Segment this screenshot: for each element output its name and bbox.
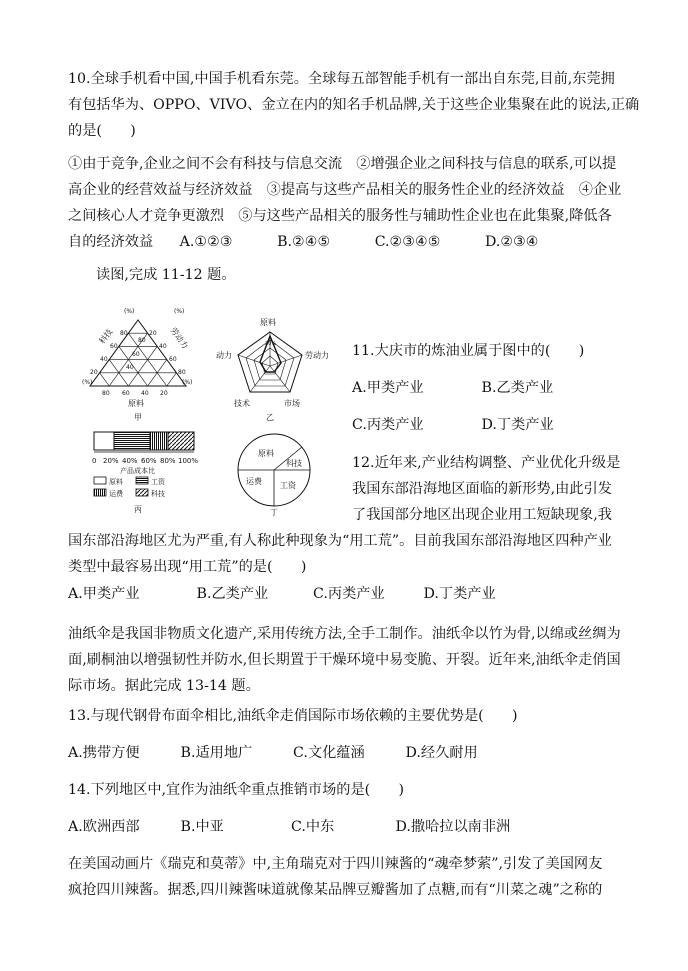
yi-left: 动力 (216, 351, 232, 360)
q10-option-c: C.②③④⑤ (374, 234, 441, 250)
yi-bottom-right: 市场 (284, 399, 300, 408)
q12-option-a: A.甲类产业 (68, 586, 140, 602)
passage-line-3: 际市场。据此完成 13-14 题。 (68, 678, 260, 694)
q12-continued (68, 528, 628, 580)
q11-option-b: B.乙类产业 (481, 380, 554, 396)
bing-tick: 60% (141, 457, 157, 465)
jia-pct-right: (%) (174, 308, 185, 315)
jia-inner-tick: 40 (126, 364, 134, 371)
jia-bottom-tick: 60 (122, 390, 130, 397)
q13-option-c: C.文化蕴涵 (293, 745, 365, 761)
jia-bottom-tick: 20 (160, 390, 168, 397)
q14-option-b: B.中亚 (180, 819, 224, 835)
ding-label: 丁 (270, 508, 278, 517)
jia-right-tick: 60 (169, 356, 177, 363)
q13-stem: 13.与现代钢骨布面伞相比,油纸伞走俏国际市场依赖的主要优势是( ) (68, 708, 518, 724)
question-12 (352, 450, 632, 528)
passage-13-14 (68, 621, 628, 699)
q14-stem: 14.下列地区中,宜作为油纸伞重点推销市场的是( ) (68, 782, 405, 798)
bing-label: 丙 (134, 505, 142, 514)
q14-option-d: D.撒哈拉以南非洲 (395, 819, 511, 835)
intro-11-12: 读图,完成 11-12 题。 (96, 267, 236, 283)
bing-tick: 100% (178, 457, 199, 465)
jia-pct-top: (%) (124, 308, 135, 315)
q12-option-b: B.乙类产业 (196, 586, 269, 602)
q13-option-b: B.适用地广 (180, 745, 253, 761)
figure-bing (92, 432, 198, 514)
q10-option-a: A.①②③ (179, 234, 233, 250)
jia-left-tick: 60 (110, 343, 118, 350)
jia-right-axis: 劳动力 (168, 325, 190, 351)
bing-legend-wage: 工资 (151, 478, 165, 486)
ding-slice-freight: 运费 (246, 477, 262, 486)
ding-slice-tech: 科技 (286, 459, 302, 468)
jia-bottom-tick: 80 (102, 390, 110, 397)
q10-last-line: 自的经济效益 (68, 234, 154, 250)
q10-statement-line-3: 之间核心人才竞争更激烈 ⑤与这些产品相关的服务性与辅助性企业也在此集聚,降低各 (68, 208, 612, 224)
q10-line-1: 10.全球手机看中国,中国手机看东莞。全球每五部智能手机有一部出自东莞,目前,东莞拥 (68, 71, 615, 87)
passage-final-line-1: 在美国动画片《瑞克和莫蒂》中,主角瑞克对于四川辣酱的“魂牵梦萦”,引发了美国网友 (68, 856, 603, 872)
jia-bottom-tick: 40 (141, 390, 149, 397)
q11-option-d: D.丁类产业 (481, 417, 554, 433)
bing-tick: 20% (103, 457, 119, 465)
q12-line-2: 我国东部沿海地区面临的新形势,由此引发 (352, 481, 612, 497)
jia-pct-bottom: (%) (182, 379, 193, 386)
q11-option-a: A.甲类产业 (352, 380, 424, 396)
bing-legend-tech: 科技 (151, 490, 165, 498)
industry-figure (80, 302, 360, 517)
q13-options (68, 740, 628, 766)
ding-slice-raw: 原料 (258, 449, 274, 458)
q10-option-d: D.②③④ (484, 234, 539, 250)
bing-tick: 80% (160, 457, 176, 465)
q14-options (68, 814, 628, 840)
bing-legend-raw: 原料 (109, 478, 123, 486)
bing-legend-freight: 运费 (109, 490, 123, 498)
ding-slice-wage: 工资 (280, 481, 296, 490)
question-14 (68, 777, 628, 803)
q11-stem: 11.大庆市的炼油业属于图中的( ) (352, 343, 585, 359)
passage-final (68, 851, 628, 903)
q10-statement-line-1: ①由于竞争,企业之间不会有科技与信息交流 ②增强企业之间科技与信息的联系,可以提 (68, 156, 617, 172)
passage-final-line-2: 疯抢四川辣酱。据悉,四川辣酱味道就像某品牌豆瓣酱加了点糖,而有“川菜之魂”之称的 (68, 882, 603, 898)
jia-right-tick: 40 (159, 343, 167, 350)
yi-bottom-left: 技术 (234, 399, 250, 408)
figure-ding (238, 434, 310, 517)
q10-options-line (68, 229, 628, 255)
q12-line-5: 类型中最容易出现“用工荒”的是( ) (68, 559, 307, 575)
jia-pct-left: (%) (82, 379, 93, 386)
jia-label: 甲 (134, 413, 142, 422)
jia-left-axis: 科技 (97, 327, 115, 346)
jia-right-tick: 80 (178, 369, 186, 376)
jia-inner-tick: 80 (138, 337, 146, 344)
bing-axis-title: 产品成本比 (120, 467, 155, 475)
q12-line-3: 了我国部分地区出现企业用工短缺现象,我 (352, 507, 612, 523)
q13-option-d: D.经久耐用 (405, 745, 478, 761)
q10-option-b: B.②④⑤ (277, 234, 331, 250)
jia-inner-tick: 60 (132, 351, 140, 358)
q10-line-3: 的是( ) (68, 123, 136, 139)
q12-line-1: 12.近年来,产业结构调整、产业优化升级是 (352, 455, 621, 471)
q12-option-d: D.丁类产业 (423, 586, 496, 602)
jia-left-tick: 40 (100, 356, 108, 363)
figure-jia (82, 308, 192, 422)
jia-left-tick: 20 (90, 369, 98, 376)
question-13 (68, 703, 628, 729)
jia-left-tick: 80 (120, 330, 128, 337)
q11-options-row-1 (352, 375, 632, 401)
q12-options (68, 581, 628, 607)
q14-option-a: A.欧洲西部 (68, 819, 140, 835)
question-10 (68, 66, 640, 144)
bing-tick: 0 (92, 457, 97, 465)
passage-line-2: 面,刷桐油以增强韧性并防水,但长期置于干燥环境中易变脆、开裂。近年来,油纸伞走俏国 (68, 652, 621, 668)
q12-option-c: C.丙类产业 (313, 586, 385, 602)
q10-line-2: 有包括华为、OPPO、VIVO、金立在内的知名手机品牌,关于这些企业集聚在此的说法,正确 (68, 97, 640, 113)
yi-rings: 20% (265, 341, 277, 347)
yi-label: 乙 (266, 413, 274, 422)
q11-option-c: C.丙类产业 (352, 417, 424, 433)
jia-right-tick: 20 (149, 330, 157, 337)
yi-top: 原料 (260, 318, 276, 327)
passage-line-1: 油纸伞是我国非物质文化遗产,采用传统方法,全手工制作。油纸伞以竹为骨,以绵或丝绸为 (68, 626, 621, 642)
jia-bottom-axis: 原料 (128, 399, 144, 408)
bing-tick: 40% (122, 457, 138, 465)
yi-right: 劳动力 (305, 351, 329, 360)
q14-option-c: C.中东 (291, 819, 335, 835)
q10-statement-line-2: 高企业的经营效益与经济效益 ③提高与这些产品相关的服务性企业的经济效益 ④企业 (68, 182, 622, 198)
figure-yi (216, 317, 329, 422)
q10-statements (68, 151, 628, 255)
q11-options-row-2 (352, 412, 632, 438)
q13-option-a: A.携带方便 (68, 745, 140, 761)
question-11 (352, 338, 632, 364)
q12-line-4: 国东部沿海地区尤为严重,有人称此种现象为“用工荒”。目前我国东部沿海地区四种产业 (68, 533, 612, 549)
